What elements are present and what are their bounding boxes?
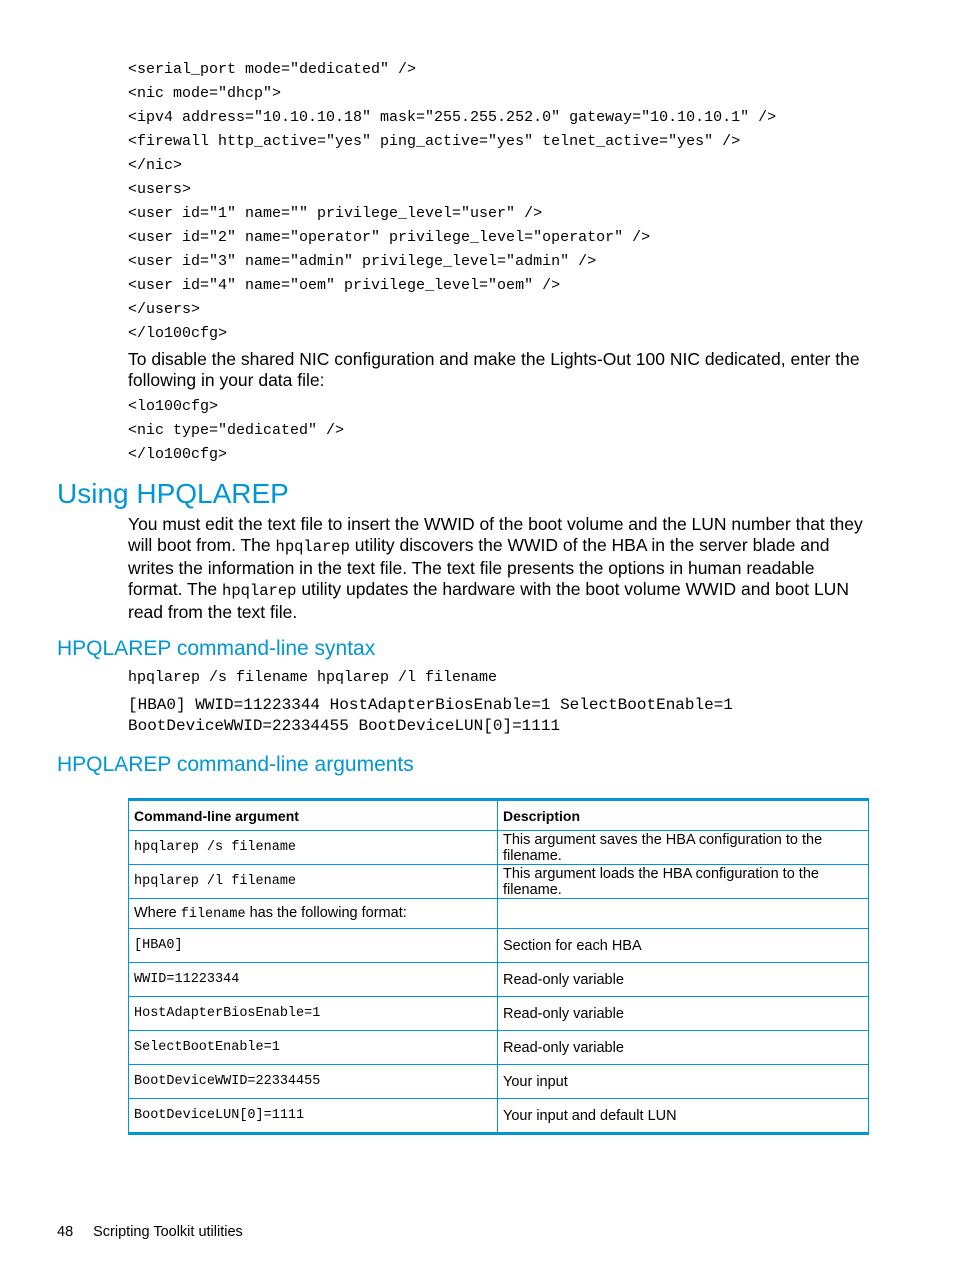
syntax-heading: HPQLAREP command-line syntax — [57, 637, 376, 660]
code-line: </lo100cfg> — [128, 446, 228, 463]
argument-cell: HostAdapterBiosEnable=1 — [129, 997, 498, 1031]
footer-title: Scripting Toolkit utilities — [93, 1224, 243, 1240]
code-line: <lo100cfg> — [128, 398, 219, 415]
table-row — [129, 963, 869, 997]
table-row — [129, 929, 869, 963]
intro-text: utility discovers the WWID of the HBA in the server blade and writes the information in the text file. The text file presents the options in human readable format. The — [128, 535, 830, 599]
description-cell: This argument saves the HBA configuration to the filename. — [498, 831, 869, 865]
disable-nic-paragraph: To disable the shared NIC configuration and make the Lights-Out 100 NIC dedicated, enter the following in your data file: — [128, 349, 860, 390]
page-footer — [57, 1223, 243, 1241]
code-line: <user id="4" name="oem" privilege_level="oem" /> — [128, 277, 561, 294]
format-intro-cell — [129, 899, 498, 929]
syntax-example-line: BootDeviceWWID=22334455 BootDeviceLUN[0]=1111 — [128, 717, 561, 735]
code-line: <users> — [128, 181, 192, 198]
description-cell: Your input — [498, 1065, 869, 1099]
argument-cell: WWID=11223344 — [129, 963, 498, 997]
table-row — [129, 997, 869, 1031]
description-cell: This argument loads the HBA configuration to the filename. — [498, 865, 869, 899]
table-row — [129, 831, 869, 865]
argument-cell: BootDeviceWWID=22334455 — [129, 1065, 498, 1099]
argument-cell: [HBA0] — [129, 929, 498, 963]
intro-text: You must edit the text file to insert the WWID of the boot volume and the LUN number that they will boot from. The — [128, 514, 863, 555]
page-number: 48 — [57, 1224, 74, 1240]
inline-code: filename — [180, 907, 246, 922]
code-line: <user id="1" name="" privilege_level="user" /> — [128, 205, 543, 222]
description-cell: Read-only variable — [498, 1031, 869, 1065]
section-title: Using HPQLAREP — [57, 478, 289, 509]
code-line: <nic type="dedicated" /> — [128, 422, 345, 439]
table-row — [129, 1099, 869, 1134]
description-cell: Read-only variable — [498, 963, 869, 997]
code-line: </users> — [128, 301, 201, 318]
description-cell — [498, 899, 869, 929]
syntax-example-line: [HBA0] WWID=11223344 HostAdapterBiosEnable=1 SelectBootEnable=1 — [128, 696, 733, 714]
inline-code: hpqlarep — [222, 582, 297, 600]
syntax-line: hpqlarep /s filename hpqlarep /l filename — [128, 669, 498, 686]
argument-cell: BootDeviceLUN[0]=1111 — [129, 1099, 498, 1134]
arguments-heading: HPQLAREP command-line arguments — [57, 753, 414, 776]
argument-cell: hpqlarep /l filename — [129, 865, 498, 899]
table-row — [129, 1031, 869, 1065]
code-line: </nic> — [128, 157, 183, 174]
code-line: <serial_port mode="dedicated" /> — [128, 61, 417, 78]
argument-cell: SelectBootEnable=1 — [129, 1031, 498, 1065]
table-row — [129, 1065, 869, 1099]
table-row — [129, 865, 869, 899]
argument-cell: hpqlarep /s filename — [129, 831, 498, 865]
code-line: </lo100cfg> — [128, 325, 228, 342]
code-line: <firewall http_active="yes" ping_active="yes" telnet_active="yes" /> — [128, 133, 741, 150]
arguments-table — [128, 798, 869, 1135]
column-header: Command-line argument — [129, 800, 498, 831]
intro-text: utility updates the hardware with the boot volume WWID and boot LUN read from the text file. — [128, 579, 849, 622]
column-header: Description — [498, 800, 869, 831]
code-line: <ipv4 address="10.10.10.18" mask="255.255.252.0" gateway="10.10.10.1" /> — [128, 109, 777, 126]
code-line: <user id="3" name="admin" privilege_level="admin" /> — [128, 253, 597, 270]
format-intro-text: Where — [134, 905, 181, 921]
table-header-row — [129, 800, 869, 831]
code-line: <user id="2" name="operator" privilege_level="operator" /> — [128, 229, 651, 246]
intro-paragraph — [128, 514, 873, 623]
table-row — [129, 899, 869, 929]
format-intro-text: has the following format: — [245, 905, 407, 921]
description-cell: Your input and default LUN — [498, 1099, 869, 1134]
description-cell: Section for each HBA — [498, 929, 869, 963]
inline-code: hpqlarep — [275, 538, 350, 556]
code-line: <nic mode="dhcp"> — [128, 85, 282, 102]
description-cell: Read-only variable — [498, 997, 869, 1031]
